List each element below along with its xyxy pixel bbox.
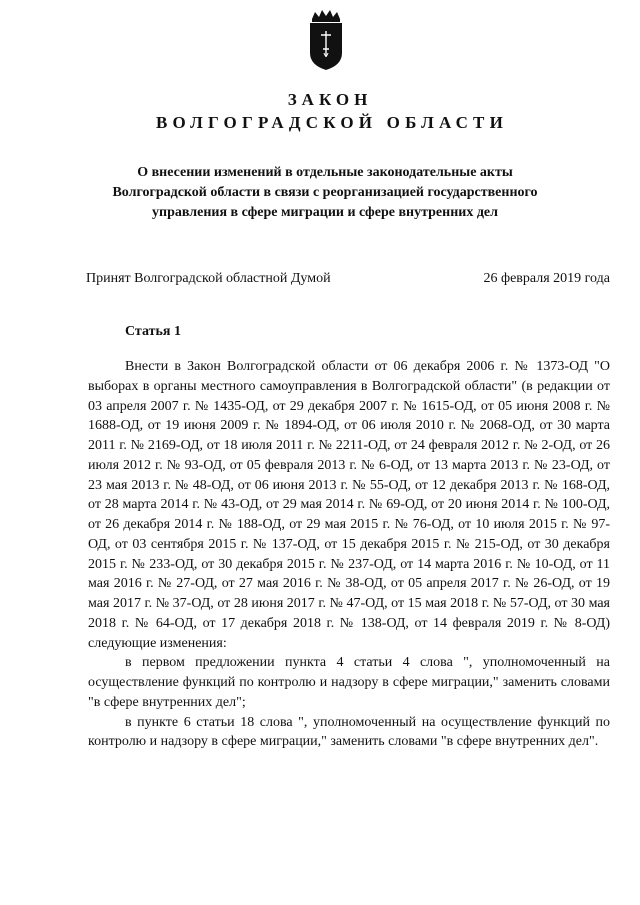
adoption-date: 26 февраля 2019 года <box>483 271 610 286</box>
article-body <box>88 357 610 752</box>
region-title: ВОЛГОГРАДСКОЙ ОБЛАСТИ <box>155 113 509 132</box>
article-paragraph: в первом предложении пункта 4 статьи 4 слова ", уполномоченный на осуществление функций по контролю и надзору в сфере миграции," заменить словами "в сфере внутренних дел"; <box>88 655 610 710</box>
volgograd-coat-of-arms-icon <box>306 9 346 71</box>
law-subject: О внесении изменений в отдельные законодательные акты Волгоградской области в связи с реорганизацией государственного управления в сфере миграции и сфере внутренних дел <box>112 165 538 220</box>
law-title: ЗАКОН <box>287 90 373 109</box>
article-heading: Статья 1 <box>125 324 181 339</box>
adopted-by: Принят Волгоградской областной Думой <box>86 271 331 286</box>
article-intro-paragraph: Внести в Закон Волгоградской области от 06 декабря 2006 г. № 1373-ОД "О выборах в органы местного самоуправления в Волгоградской области" (в редакции от 03 апреля 2007 г. № 1435-ОД, от 29 декабря 2007 г. № 1615-ОД, от 05 июня 2008 г. № 1688-ОД, от 19 июня 2009 г. № 1894-ОД, от 06 июля 2010 г. № 2068-ОД, от 30 марта 2011 г. № 2169-ОД, от 18 июля 2011 г. № 2211-ОД, от 24 февраля 2012 г. № 2-ОД, от 26 июля 2012 г. № 93-ОД, от 05 февраля 2013 г. № 6-ОД, от 13 марта 2013 г. № 23-ОД, от 23 мая 2013 г. № 48-ОД, от 06 июня 2013 г. № 55-ОД, от 12 декабря 2013 г. № 168-ОД, от 28 марта 2014 г. № 43-ОД, от 29 мая 2014 г. № 69-ОД, от 20 июня 2014 г. № 100-ОД, от 26 декабря 2014 г. № 188-ОД, от 29 мая 2015 г. № 76-ОД, от 10 июля 2015 г. № 97-ОД, от 03 сентября 2015 г. № 137-ОД, от 15 декабря 2015 г. № 215-ОД, от 30 декабря 2015 г. № 233-ОД, от 30 декабря 2015 г. № 237-ОД, от 14 марта 2016 г. № 10-ОД, от 11 мая 2016 г. № 27-ОД, от 27 мая 2016 г. № 38-ОД, от 05 апреля 2017 г. № 26-ОД, от 19 мая 2017 г. № 37-ОД, от 28 июня 2017 г. № 47-ОД, от 15 мая 2018 г. № 57-ОД, от 30 мая 2018 г. № 64-ОД, от 17 декабря 2018 г. № 138-ОД, от 14 февраля 2019 г. № 8-ОД) следующие изменения: <box>88 359 610 651</box>
article-paragraph: в пункте 6 статьи 18 слова ", уполномоченный на осуществление функций по контролю и надзору в сфере миграции," заменить словами "в сфере внутренних дел". <box>88 714 610 750</box>
